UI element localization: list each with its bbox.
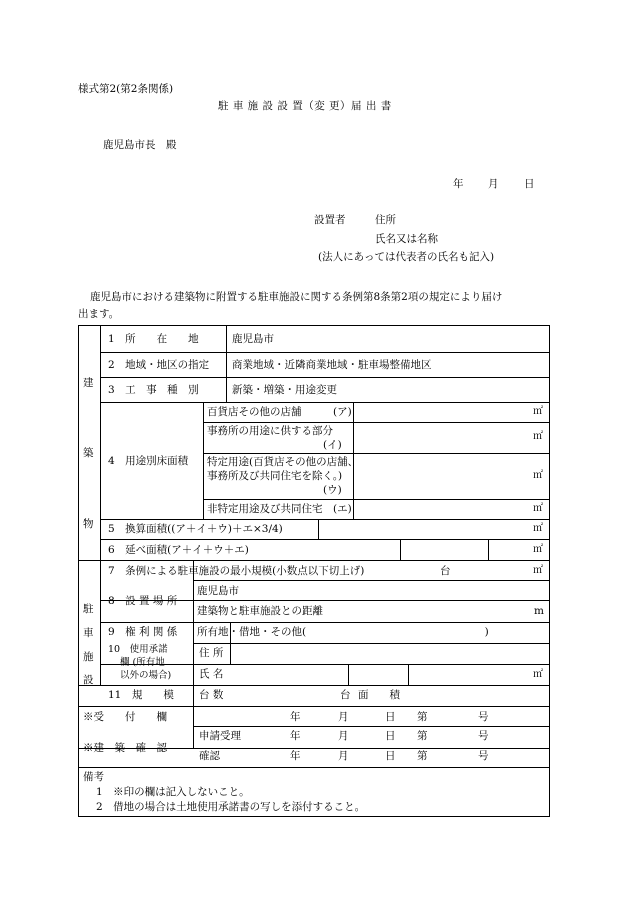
row7-dai-unit: 台 (440, 565, 451, 577)
confirmation-row1-no: 第 (417, 730, 428, 742)
unit-sqm-i: ㎡ (533, 431, 543, 442)
row3-value: 新築・増築・用途変更 (232, 384, 337, 396)
row10-address-label: 住 所 (199, 647, 224, 659)
remarks-note-1: 1 ※印の欄は記入しないこと。 (96, 786, 250, 798)
confirmation-row1-label: 申請受理 (199, 730, 241, 742)
row10-name-label: 氏 名 (199, 668, 224, 680)
confirmation-row1-month: 月 (338, 730, 349, 742)
row8-label: 8 設 置 場 所 (108, 595, 178, 607)
confirmation-label: ※建 築 確 認 (83, 742, 167, 754)
unit-sqm-a: ㎡ (533, 406, 543, 417)
confirmation-row1-go: 号 (478, 730, 489, 742)
row8-value-line2: 建築物と駐車施設との距離 (197, 605, 323, 617)
row4-item-u-line1: 特定用途(百貨店その他の店舗、 (207, 456, 359, 468)
confirmation-row2-month: 月 (338, 750, 349, 762)
row11-area-label: 面 積 (358, 689, 400, 701)
corporation-note: (法人にあっては代表者の氏名も記入) (318, 251, 495, 263)
unit-sqm-row11: ㎡ (533, 669, 543, 680)
confirmation-row2-year: 年 (290, 750, 301, 762)
confirmation-row2-label: 確認 (199, 750, 220, 762)
receipt-go: 号 (478, 711, 489, 723)
unit-sqm-row6: ㎡ (533, 544, 543, 555)
group-label-parking-1: 駐 (83, 603, 94, 615)
applicant-address-label: 住所 (375, 214, 396, 226)
row2-value: 商業地域・近隣商業地域・駐車場整備地区 (232, 359, 432, 371)
row1-label: 1 所 在 地 (108, 333, 199, 345)
confirmation-row2-go: 号 (478, 750, 489, 762)
unit-sqm-row7: ㎡ (533, 565, 543, 576)
row5-label: 5 換算面積((ア＋イ＋ウ)＋エ×3/4) (108, 523, 283, 535)
receipt-label: ※受 付 欄 (83, 711, 167, 723)
applicant-name-label: 氏名又は名称 (375, 233, 438, 245)
row10-label-line2: 欄 (所有地 (120, 657, 165, 668)
date-year: 年 (453, 178, 464, 190)
date-day: 日 (524, 178, 535, 190)
form-number: 様式第2(第2条関係) (78, 83, 174, 95)
row11-dai-unit: 台 (340, 689, 351, 701)
row7-label: 7 条例による駐車施設の最小規模(小数点以下切上げ) (108, 565, 365, 577)
row4-label: 4 用途別床面積 (108, 455, 189, 467)
group-label-building-1: 建 (83, 377, 94, 389)
row3-label: 3 工 事 種 別 (108, 384, 199, 396)
intro-text-line2: 出ます。 (78, 308, 120, 320)
unit-sqm-u: ㎡ (533, 470, 543, 481)
row8-value-line1: 鹿児島市 (197, 585, 239, 597)
row4-item-u-line3: (ウ) (323, 484, 342, 496)
unit-sqm-e: ㎡ (533, 503, 543, 514)
group-label-parking-4: 設 (83, 674, 94, 686)
addressee: 鹿児島市長 殿 (103, 139, 177, 151)
row4-item-i-line2: (イ) (323, 439, 342, 451)
remarks-note-2: 2 借地の場合は土地使用承諾書の写しを添付すること。 (96, 801, 366, 813)
receipt-year: 年 (290, 711, 301, 723)
application-form-table (78, 325, 550, 817)
row4-item-a: 百貨店その他の店舗 (ア) (207, 406, 352, 418)
remarks-title: 備考 (83, 771, 104, 783)
receipt-no: 第 (417, 711, 428, 723)
row10-label-line3: 以外の場合) (120, 670, 172, 681)
confirmation-row1-day: 日 (385, 730, 396, 742)
receipt-month: 月 (338, 711, 349, 723)
document-title: 駐 車 施 設 設 置（変 更）届 出 書 (218, 100, 392, 112)
confirmation-row2-no: 第 (417, 750, 428, 762)
confirmation-row1-year: 年 (290, 730, 301, 742)
row10-label-line1: 10 使用承諾 (108, 644, 168, 655)
row8-distance-unit: m (534, 605, 544, 617)
row4-item-e: 非特定用途及び共同住宅 (エ) (207, 503, 352, 515)
confirmation-row2-day: 日 (385, 750, 396, 762)
row6-label: 6 延べ面積(ア＋イ＋ウ＋エ) (108, 544, 249, 556)
row2-label: 2 地域・地区の指定 (108, 359, 210, 371)
group-label-parking-3: 施 (83, 651, 94, 663)
group-label-building-2: 築 (83, 447, 94, 459)
row4-item-i-line1: 事務所の用途に供する部分 (207, 425, 333, 437)
group-label-building-3: 物 (83, 518, 94, 530)
unit-sqm-row5: ㎡ (533, 523, 543, 534)
row9-value: 所有地・借地・その他( ) (197, 626, 489, 638)
row9-label: 9 権 利 関 係 (108, 626, 178, 638)
row4-item-u-line2: 事務所及び共同住宅を除く。) (207, 470, 343, 482)
group-label-parking-2: 車 (83, 627, 94, 639)
row11-label: 11 規 模 (108, 689, 174, 701)
applicant-role: 設置者 (314, 214, 346, 226)
row1-value: 鹿児島市 (232, 333, 274, 345)
receipt-day: 日 (385, 711, 396, 723)
date-month: 月 (488, 178, 499, 190)
intro-text-line1: 鹿児島市における建築物に附置する駐車施設に関する条例第8条第2項の規定により届け (90, 291, 503, 303)
row11-count-label: 台 数 (199, 689, 224, 701)
